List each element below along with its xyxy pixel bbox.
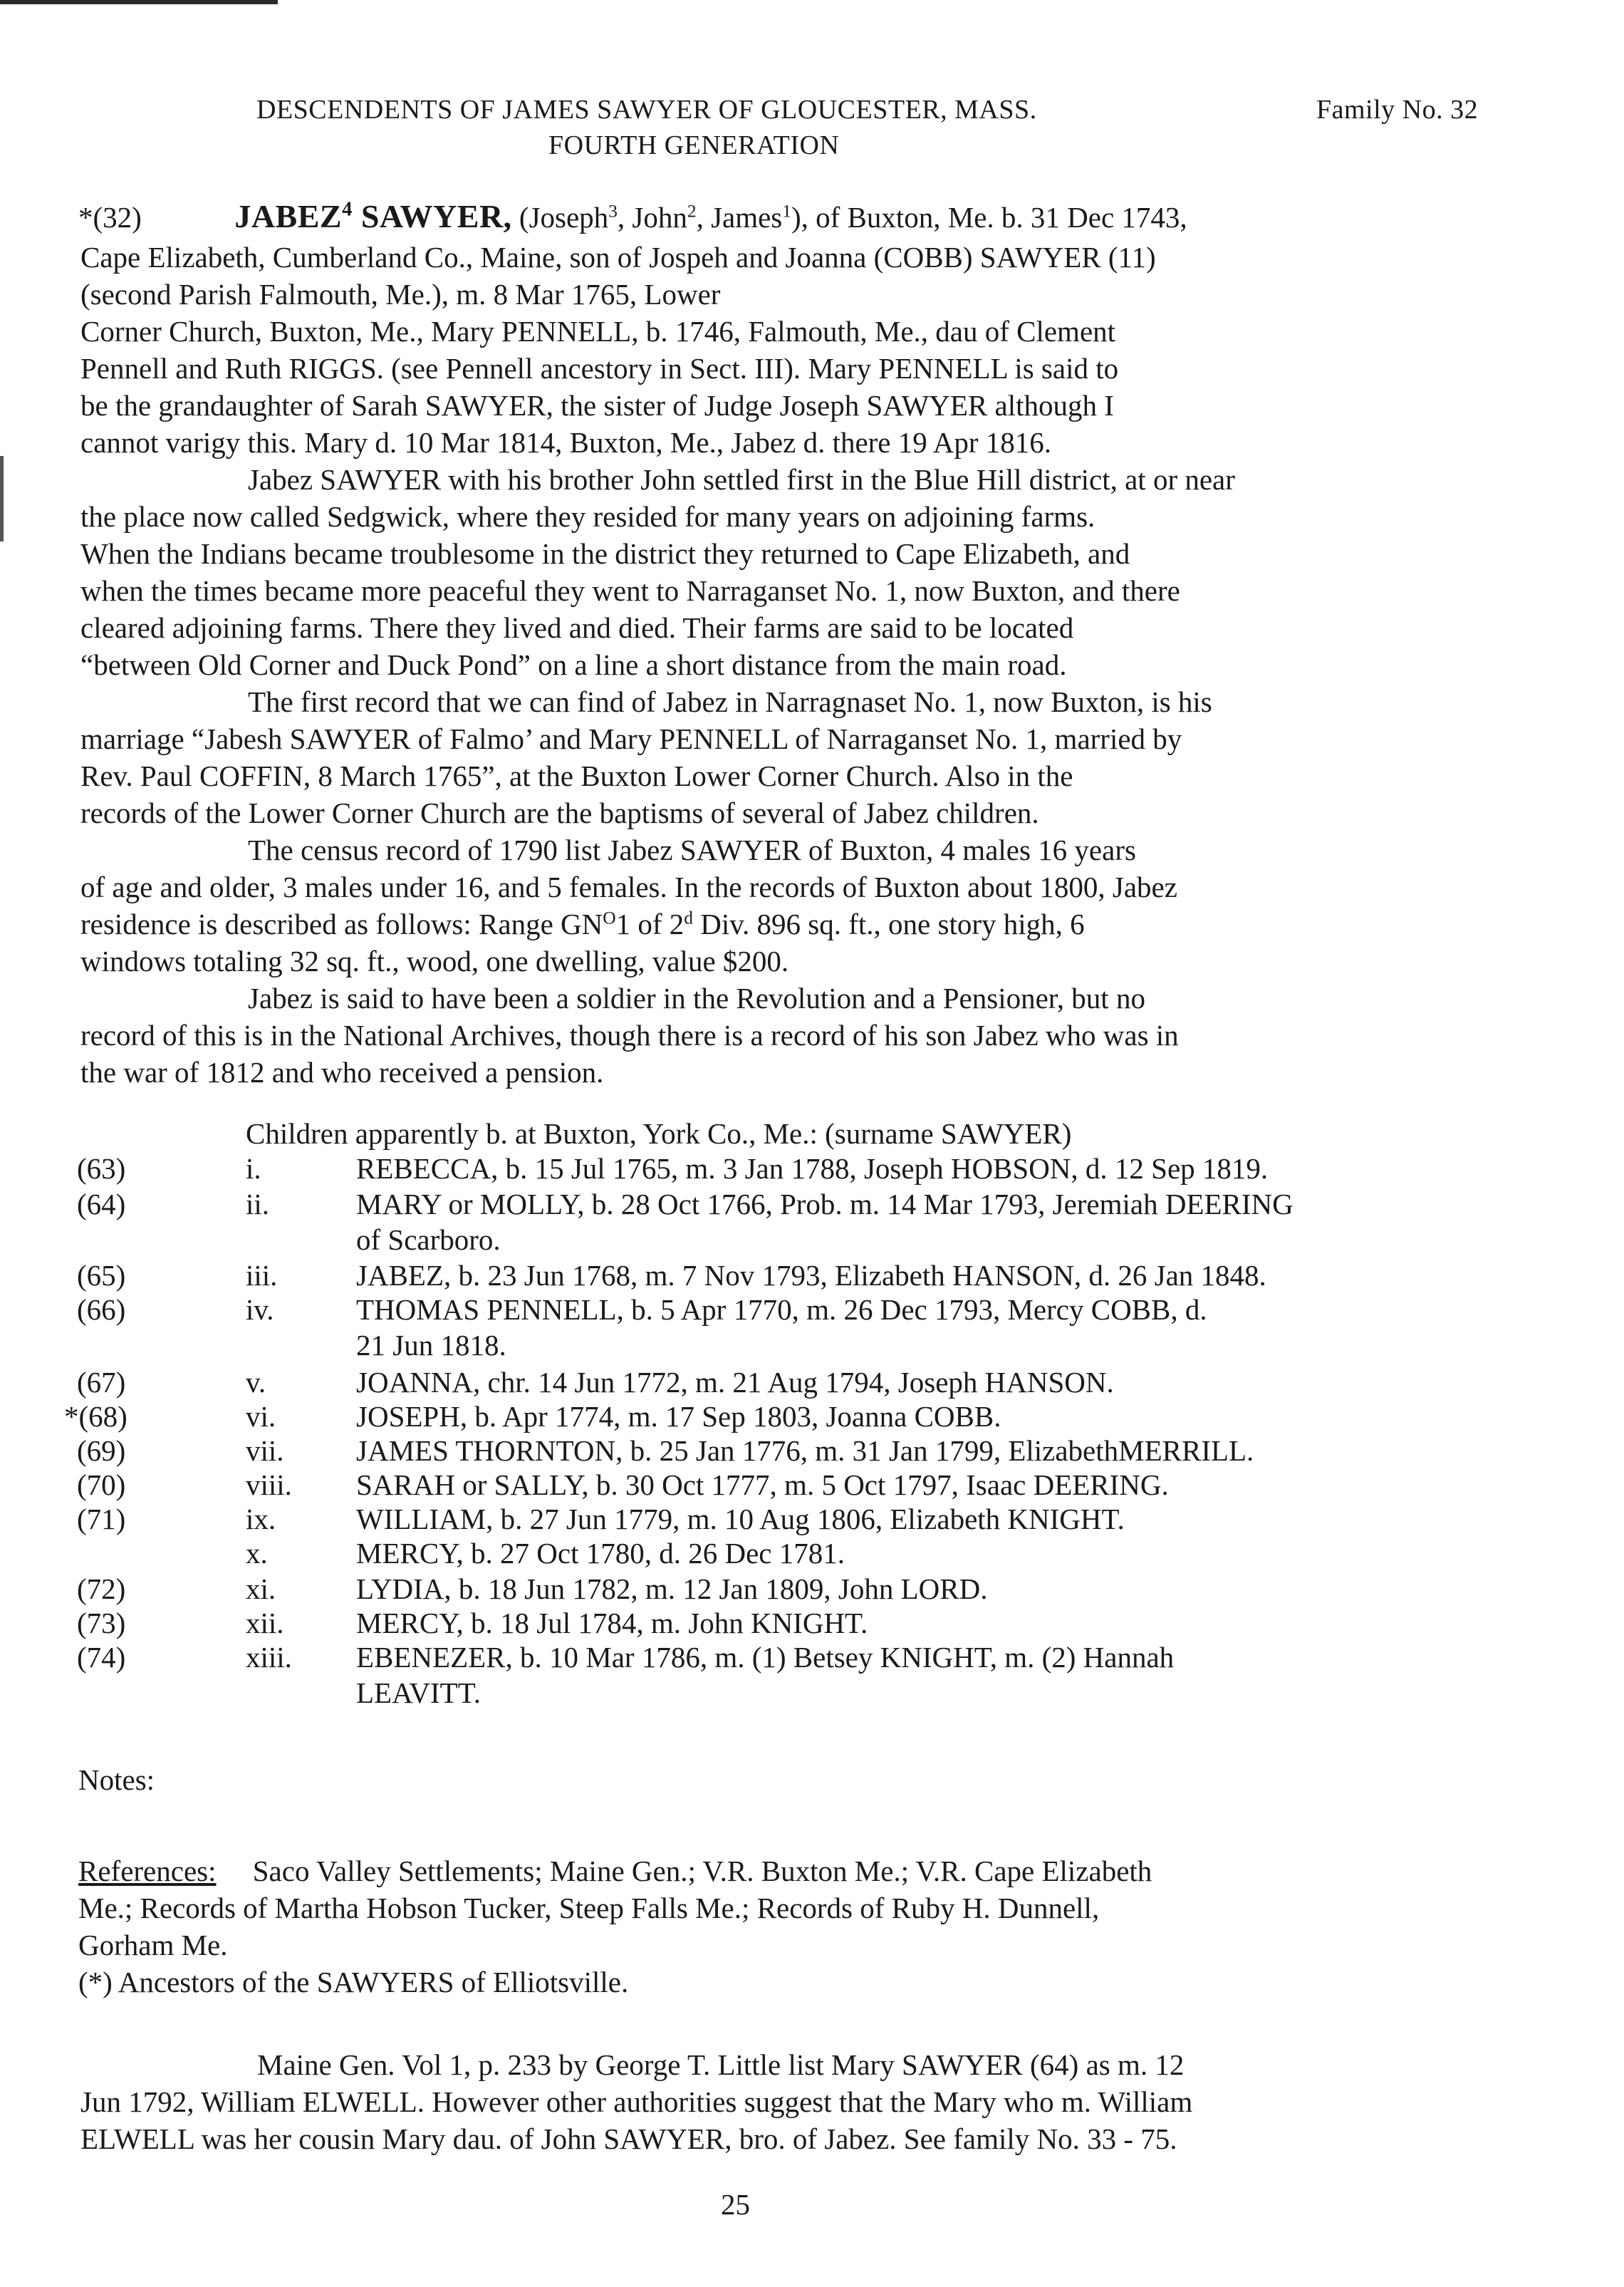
child-number: (64) xyxy=(77,1188,126,1220)
child-ordinal: iv. xyxy=(246,1293,274,1326)
paragraph-line: Jun 1792, William ELWELL. However other authorities suggest that the Mary who m. William xyxy=(80,2085,1193,2118)
subject-name: JABEZ$^4$ SAWYER, xyxy=(234,198,512,234)
closing-paragraph xyxy=(80,2046,1469,2157)
subject-lineage: (Joseph$^3$, John$^2$, James$^1$), of Buxton, Me. b. 31 Dec 1743, xyxy=(519,201,1187,234)
child-entry-continuation: 21 Jun 1818. xyxy=(356,1329,506,1362)
subject-line xyxy=(78,198,1187,236)
child-ordinal: viii. xyxy=(246,1468,292,1501)
intro-line: cannot varigy this. Mary d. 10 Mar 1814, Buxton, Me., Jabez d. there 19 Apr 1816. xyxy=(80,426,1052,459)
child-entry: MARY or MOLLY, b. 28 Oct 1766, Prob. m. 14 Mar 1793, Jeremiah DEERING xyxy=(356,1188,1294,1220)
intro-line: Pennell and Ruth RIGGS. (see Pennell ancestory in Sect. III). Mary PENNELL is said to xyxy=(80,352,1119,385)
child-entry: SARAH or SALLY, b. 30 Oct 1777, m. 5 Oct 1797, Isaac DEERING. xyxy=(356,1468,1169,1501)
child-number: (63) xyxy=(77,1152,126,1185)
marriage-record-paragraph xyxy=(80,683,1469,831)
child-ordinal: xii. xyxy=(246,1607,284,1639)
child-number: (66) xyxy=(77,1293,126,1326)
child-entry: JABEZ, b. 23 Jun 1768, m. 7 Nov 1793, Elizabeth HANSON, d. 26 Jan 1848. xyxy=(356,1259,1266,1292)
paragraph-line: records of the Lower Corner Church are the baptisms of several of Jabez children. xyxy=(80,797,1039,829)
paragraph-line: The first record that we can find of Jabez in Narragnaset No. 1, now Buxton, is his xyxy=(248,685,1212,718)
paragraph-line: “between Old Corner and Duck Pond” on a line a short distance from the main road. xyxy=(80,648,1067,681)
paragraph-line: of age and older, 3 males under 16, and 5 females. In the records of Buxton about 1800, Jabez xyxy=(80,871,1177,903)
child-row xyxy=(0,1291,1624,1328)
ancestor-note: (*) Ancestors of the SAWYERS of Elliotsville. xyxy=(78,1966,629,1998)
child-number: (71) xyxy=(77,1503,126,1535)
child-row xyxy=(0,1466,1624,1503)
child-entry: JAMES THORNTON, b. 25 Jan 1776, m. 31 Jan 1799, ElizabethMERRILL. xyxy=(356,1434,1254,1467)
paragraph-line: Rev. Paul COFFIN, 8 March 1765”, at the Buxton Lower Corner Church. Also in the xyxy=(80,759,1073,792)
child-number: (67) xyxy=(77,1366,126,1399)
paragraph-line: The census record of 1790 list Jabez SAWYER of Buxton, 4 males 16 years xyxy=(248,834,1136,866)
child-ordinal: i. xyxy=(246,1152,261,1185)
child-number: (73) xyxy=(77,1607,126,1639)
child-row xyxy=(0,1570,1624,1607)
child-row xyxy=(0,1398,1624,1435)
notes-label: Notes: xyxy=(78,1763,155,1796)
child-ordinal: vi. xyxy=(246,1400,276,1433)
settlement-paragraph xyxy=(80,461,1469,683)
intro-line: be the grandaughter of Sarah SAWYER, the sister of Judge Joseph SAWYER although I xyxy=(80,389,1114,422)
paragraph-line: the place now called Sedgwick, where they resided for many years on adjoining farms. xyxy=(80,500,1095,533)
references-block xyxy=(78,1852,1467,2001)
child-number: (74) xyxy=(77,1641,126,1674)
child-row xyxy=(0,1639,1624,1676)
paragraph-line: when the times became more peaceful they went to Narraganset No. 1, now Buxton, and there xyxy=(80,574,1180,607)
paragraph-line: Jabez is said to have been a soldier in the Revolution and a Pensioner, but no xyxy=(248,982,1145,1015)
paragraph-line: the war of 1812 and who received a pension. xyxy=(80,1056,604,1089)
intro-paragraph xyxy=(80,239,1469,461)
child-entry: MERCY, b. 27 Oct 1780, d. 26 Dec 1781. xyxy=(356,1537,845,1570)
children-heading: Children apparently b. at Buxton, York Co., Me.: (surname SAWYER) xyxy=(246,1117,1072,1150)
paragraph-line: marriage “Jabesh SAWYER of Falmo’ and Mary PENNELL of Narraganset No. 1, married by xyxy=(80,722,1182,755)
child-number: *(68) xyxy=(64,1400,127,1433)
child-entry: JOANNA, chr. 14 Jun 1772, m. 21 Aug 1794, Joseph HANSON. xyxy=(356,1366,1114,1399)
paragraph-line: windows totaling 32 sq. ft., wood, one dwelling, value $200. xyxy=(80,945,789,977)
child-row xyxy=(0,1500,1624,1537)
references-label: References: xyxy=(78,1855,217,1887)
paragraph-line: ELWELL was her cousin Mary dau. of John SAWYER, bro. of Jabez. See family No. 33 - 75. xyxy=(80,2122,1177,2155)
references-line: References: Saco Valley Settlements; Maine Gen.; V.R. Buxton Me.; V.R. Cape Elizabeth xyxy=(78,1855,1152,1887)
child-number: (65) xyxy=(77,1259,126,1292)
paragraph-line: Jabez SAWYER with his brother John settled first in the Blue Hill district, at or near xyxy=(248,463,1235,496)
child-row xyxy=(0,1150,1624,1187)
paragraph-line: When the Indians became troublesome in the district they returned to Cape Elizabeth, and xyxy=(80,537,1130,570)
child-row xyxy=(0,1257,1624,1294)
child-ordinal: xi. xyxy=(246,1572,276,1605)
child-row xyxy=(0,1535,1624,1572)
census-paragraph xyxy=(80,831,1469,980)
child-entry: WILLIAM, b. 27 Jun 1779, m. 10 Aug 1806, Elizabeth KNIGHT. xyxy=(356,1503,1125,1535)
child-ordinal: ii. xyxy=(246,1188,270,1220)
child-entry-continuation: LEAVITT. xyxy=(356,1676,481,1709)
paragraph-line: Maine Gen. Vol 1, p. 233 by George T. Little list Mary SAWYER (64) as m. 12 xyxy=(257,2048,1185,2081)
references-line: Me.; Records of Martha Hobson Tucker, Steep Falls Me.; Records of Ruby H. Dunnell, xyxy=(78,1892,1100,1924)
child-ordinal: ix. xyxy=(246,1503,276,1535)
scan-edge-mark xyxy=(0,456,4,541)
intro-line: (second Parish Falmouth, Me.), m. 8 Mar 1765, Lower xyxy=(80,278,721,311)
page-number: 25 xyxy=(721,2188,750,2221)
child-entry: EBENEZER, b. 10 Mar 1786, m. (1) Betsey KNIGHT, m. (2) Hannah xyxy=(356,1641,1175,1674)
paragraph-line: cleared adjoining farms. There they lived and died. Their farms are said to be located xyxy=(80,611,1074,644)
child-ordinal: xiii. xyxy=(246,1641,292,1674)
child-entry: THOMAS PENNELL, b. 5 Apr 1770, m. 26 Dec 1793, Mercy COBB, d. xyxy=(356,1293,1207,1326)
revolution-paragraph xyxy=(80,980,1469,1091)
child-number: (69) xyxy=(77,1434,126,1467)
child-ordinal: v. xyxy=(246,1366,266,1399)
child-number: (70) xyxy=(77,1468,126,1501)
child-entry: MERCY, b. 18 Jul 1784, m. John KNIGHT. xyxy=(356,1607,868,1639)
paragraph-line: record of this is in the National Archives, though there is a record of his son Jabez who was in xyxy=(80,1019,1179,1052)
intro-line: Cape Elizabeth, Cumberland Co., Maine, son of Jospeh and Joanna (COBB) SAWYER (11) xyxy=(80,241,1156,274)
family-number: Family No. 32 xyxy=(1316,95,1479,125)
child-row xyxy=(0,1604,1624,1642)
child-ordinal: x. xyxy=(246,1537,268,1570)
child-row xyxy=(0,1432,1624,1469)
child-entry: LYDIA, b. 18 Jun 1782, m. 12 Jan 1809, John LORD. xyxy=(356,1572,988,1605)
page-title: DESCENDENTS OF JAMES SAWYER OF GLOUCESTER, MASS. xyxy=(256,95,1037,125)
child-row xyxy=(0,1186,1624,1223)
paragraph-line: residence is described as follows: Range $GN^O1$ of 2$^d$ Div. 896 sq. ft., one story high, 6 xyxy=(80,908,1085,940)
child-entry: JOSEPH, b. Apr 1774, m. 17 Sep 1803, Joanna COBB. xyxy=(356,1400,1001,1433)
child-ordinal: iii. xyxy=(246,1259,278,1292)
child-row xyxy=(0,1364,1624,1401)
child-number: (72) xyxy=(77,1572,126,1605)
child-entry-continuation: of Scarboro. xyxy=(356,1223,501,1256)
intro-line: Corner Church, Buxton, Me., Mary PENNELL, b. 1746, Falmouth, Me., dau of Clement xyxy=(80,315,1116,348)
scan-artifact-top xyxy=(0,0,278,4)
generation-subtitle: FOURTH GENERATION xyxy=(548,130,840,160)
subject-ref: *(32) xyxy=(78,201,142,234)
references-line: Gorham Me. xyxy=(78,1929,228,1961)
child-ordinal: vii. xyxy=(246,1434,284,1467)
child-entry: REBECCA, b. 15 Jul 1765, m. 3 Jan 1788, Joseph HOBSON, d. 12 Sep 1819. xyxy=(356,1152,1269,1185)
